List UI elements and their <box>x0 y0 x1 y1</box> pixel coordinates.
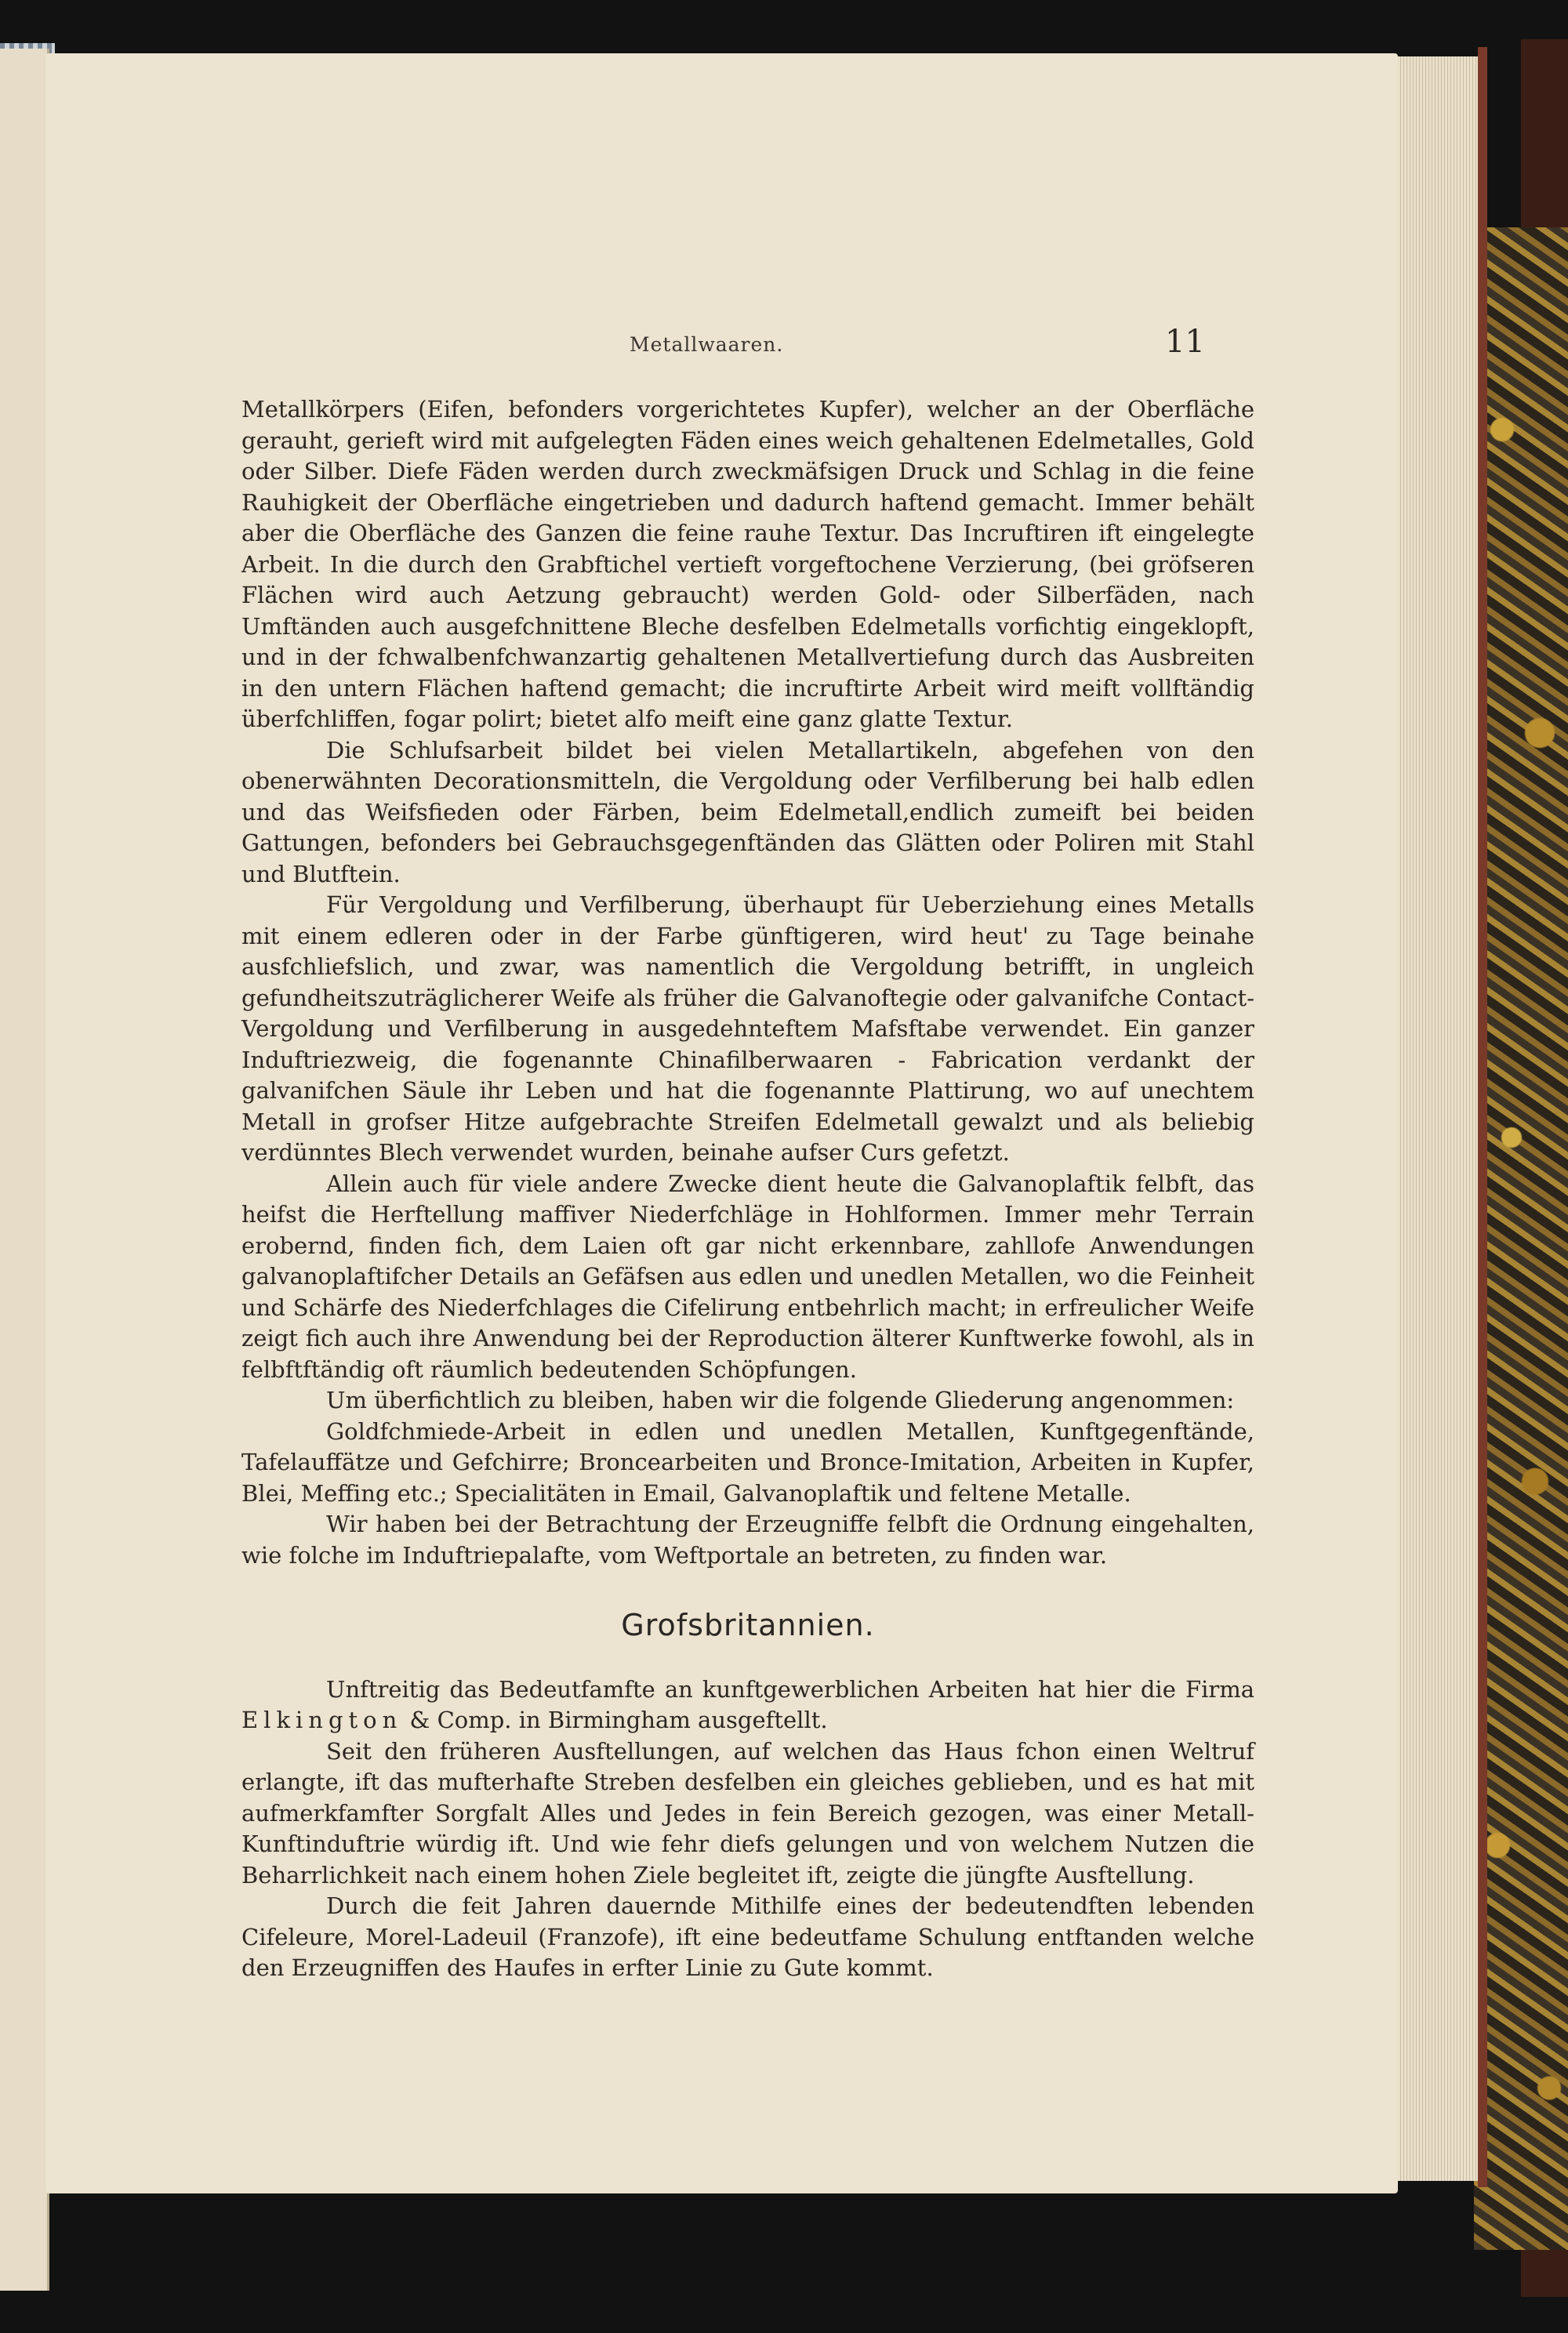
firm-name: Elkington <box>241 1707 403 1733</box>
running-head: Metallwaaren. <box>630 333 784 356</box>
paragraph-text: Unftreitig das Bedeutfamfte an kunftgewerblichen Arbeiten hat hier die Firma <box>326 1675 1254 1703</box>
paragraph <box>241 1674 1254 1736</box>
paragraph: Durch die feit Jahren dauernde Mithilfe eines der bedeutendften lebenden Cifeleure, Morel-Ladeuil (Franzofe), ift eine bedeutfame Schulung entftanden welche den Erzeugniffen des Haufes in erfter Linie zu Gute kommt. <box>241 1892 1254 1981</box>
paragraph: Wir haben bei der Betrachtung der Erzeugniffe felbft die Ordnung eingehalten, wie folche im Induftriepalafte, vom Weftportale an betreten, zu finden war. <box>241 1511 1254 1569</box>
body-text <box>241 394 1254 1984</box>
marbled-endpaper <box>1474 227 1568 2250</box>
facing-page-edge <box>0 49 49 2291</box>
paragraph: Die Schlufsarbeit bildet bei vielen Metallartikeln, abgefehen von den obenerwähnten Decorationsmitteln, die Vergoldung oder Verfilberung bei halb edlen und das Weifsfieden oder Färben, beim Edelmetall,endlich zumeift bei beiden Gattungen, befonders bei Gebrauchsgegenftänden das Glätten oder Poliren mit Stahl und Blutftein. <box>241 736 1254 887</box>
page-header <box>45 324 1398 363</box>
paragraph-text: & Comp. in Birmingham ausgeftellt. <box>402 1707 828 1733</box>
paragraph: Metallkörpers (Eifen, befonders vorgerichtetes Kupfer), welcher an der Oberfläche gerauht, gerieft wird mit aufgelegten Fäden eines weich gehaltenen Edelmetalles, Gold oder Silber. Diefe Fäden werden durch zweckmäfsigen Druck und Schlag in die feine Rauhigkeit der Oberfläche eingetrieben und dadurch haftend gemacht. Immer behält aber die Oberfläche des Ganzen die feine rauhe Textur. Das Incruftiren ift eingelegte Arbeit. In die durch den Grabftichel vertieft vorgeftochene Verzierung, (bei gröfseren Flächen wird auch Aetzung gebraucht) werden Gold- oder Silberfäden, nach Umftänden auch ausgefchnittene Bleche desfelben Edelmetalls vorfichtig eingeklopft, und in der fchwalbenfchwanzartig gehaltenen Metallvertiefung durch das Ausbreiten in den untern Flächen haftend gemacht; die incruftirte Arbeit wird meift vollftändig überfchliffen, fogar polirt; bietet alfo meift eine ganz glatte Textur. <box>241 396 1254 732</box>
paragraph: Goldfchmiede-Arbeit in edlen und unedlen Metallen, Kunftgegenftände, Tafelauffätze und Gefchirre; Broncearbeiten und Bronce-Imitation, Arbeiten in Kupfer, Blei, Meffing etc.; Specialitäten in Email, Galvanoplaftik und feltene Metalle. <box>241 1417 1254 1507</box>
page-stack-edges <box>1392 56 1482 2181</box>
paragraph: Seit den früheren Ausftellungen, auf welchen das Haus fchon einen Weltruf erlangte, ift das mufterhafte Streben desfelben ein gleiches geblieben, und es hat mit aufmerkfamfter Sorgfalt Alles und Jedes in fein Bereich gezogen, was einer Metall-Kunftinduftrie würdig ift. Und wie fehr diefs gelungen und von welchem Nutzen die Beharrlichkeit nach einem hohen Ziele begleitet ift, zeigte die jüngfte Ausftellung. <box>241 1737 1254 1889</box>
paragraph: Um überfichtlich zu bleiben, haben wir die folgende Gliederung angenommen: <box>326 1387 1235 1413</box>
cover-edge <box>1478 47 1487 2187</box>
section-heading: Grofsbritannien. <box>621 1608 875 1642</box>
page-number: 11 <box>1165 324 1205 360</box>
paragraph: Für Vergoldung und Verfilberung, überhaupt für Ueberziehung eines Metalls mit einem edleren oder in der Farbe günftigeren, wird heut' zu Tage beinahe ausfchliefslich, und zwar, was namentlich die Vergoldung betrifft, in ungleich gefundheitszuträglicherer Weife als früher die Galvanoftegie oder galvanifche Contact-Vergoldung und Verfilberung in ausgedehnteftem Mafsftabe verwendet. Ein ganzer Induftriezweig, die fogenannte Chinafilberwaaren - Fabrication verdankt der galvanifchen Säule ihr Leben und hat die fogenannte Plattirung, wo auf unechtem Metall in grofser Hitze aufgebrachte Streifen Edelmetall gewalzt und als beliebig verdünntes Blech verwendet wurden, beinahe aufser Curs gefetzt. <box>241 891 1254 1166</box>
book-page <box>45 53 1398 2193</box>
paragraph: Allein auch für viele andere Zwecke dient heute die Galvanoplaftik felbft, das heifst die Herftellung maffiver Niederfchläge in Hohlformen. Immer mehr Terrain erobernd, finden fich, dem Laien oft gar nicht erkennbare, zahllofe Anwendungen galvanoplaftifcher Details an Gefäfsen aus edlen und unedlen Metallen, wo die Feinheit und Schärfe des Niederfchlages die Cifelirung entbehrlich macht; in erfreulicher Weife zeigt fich auch ihre Anwendung bei der Reproduction älterer Kunftwerke fowohl, als in felbftftändig oft räumlich bedeutenden Schöpfungen. <box>241 1170 1254 1383</box>
